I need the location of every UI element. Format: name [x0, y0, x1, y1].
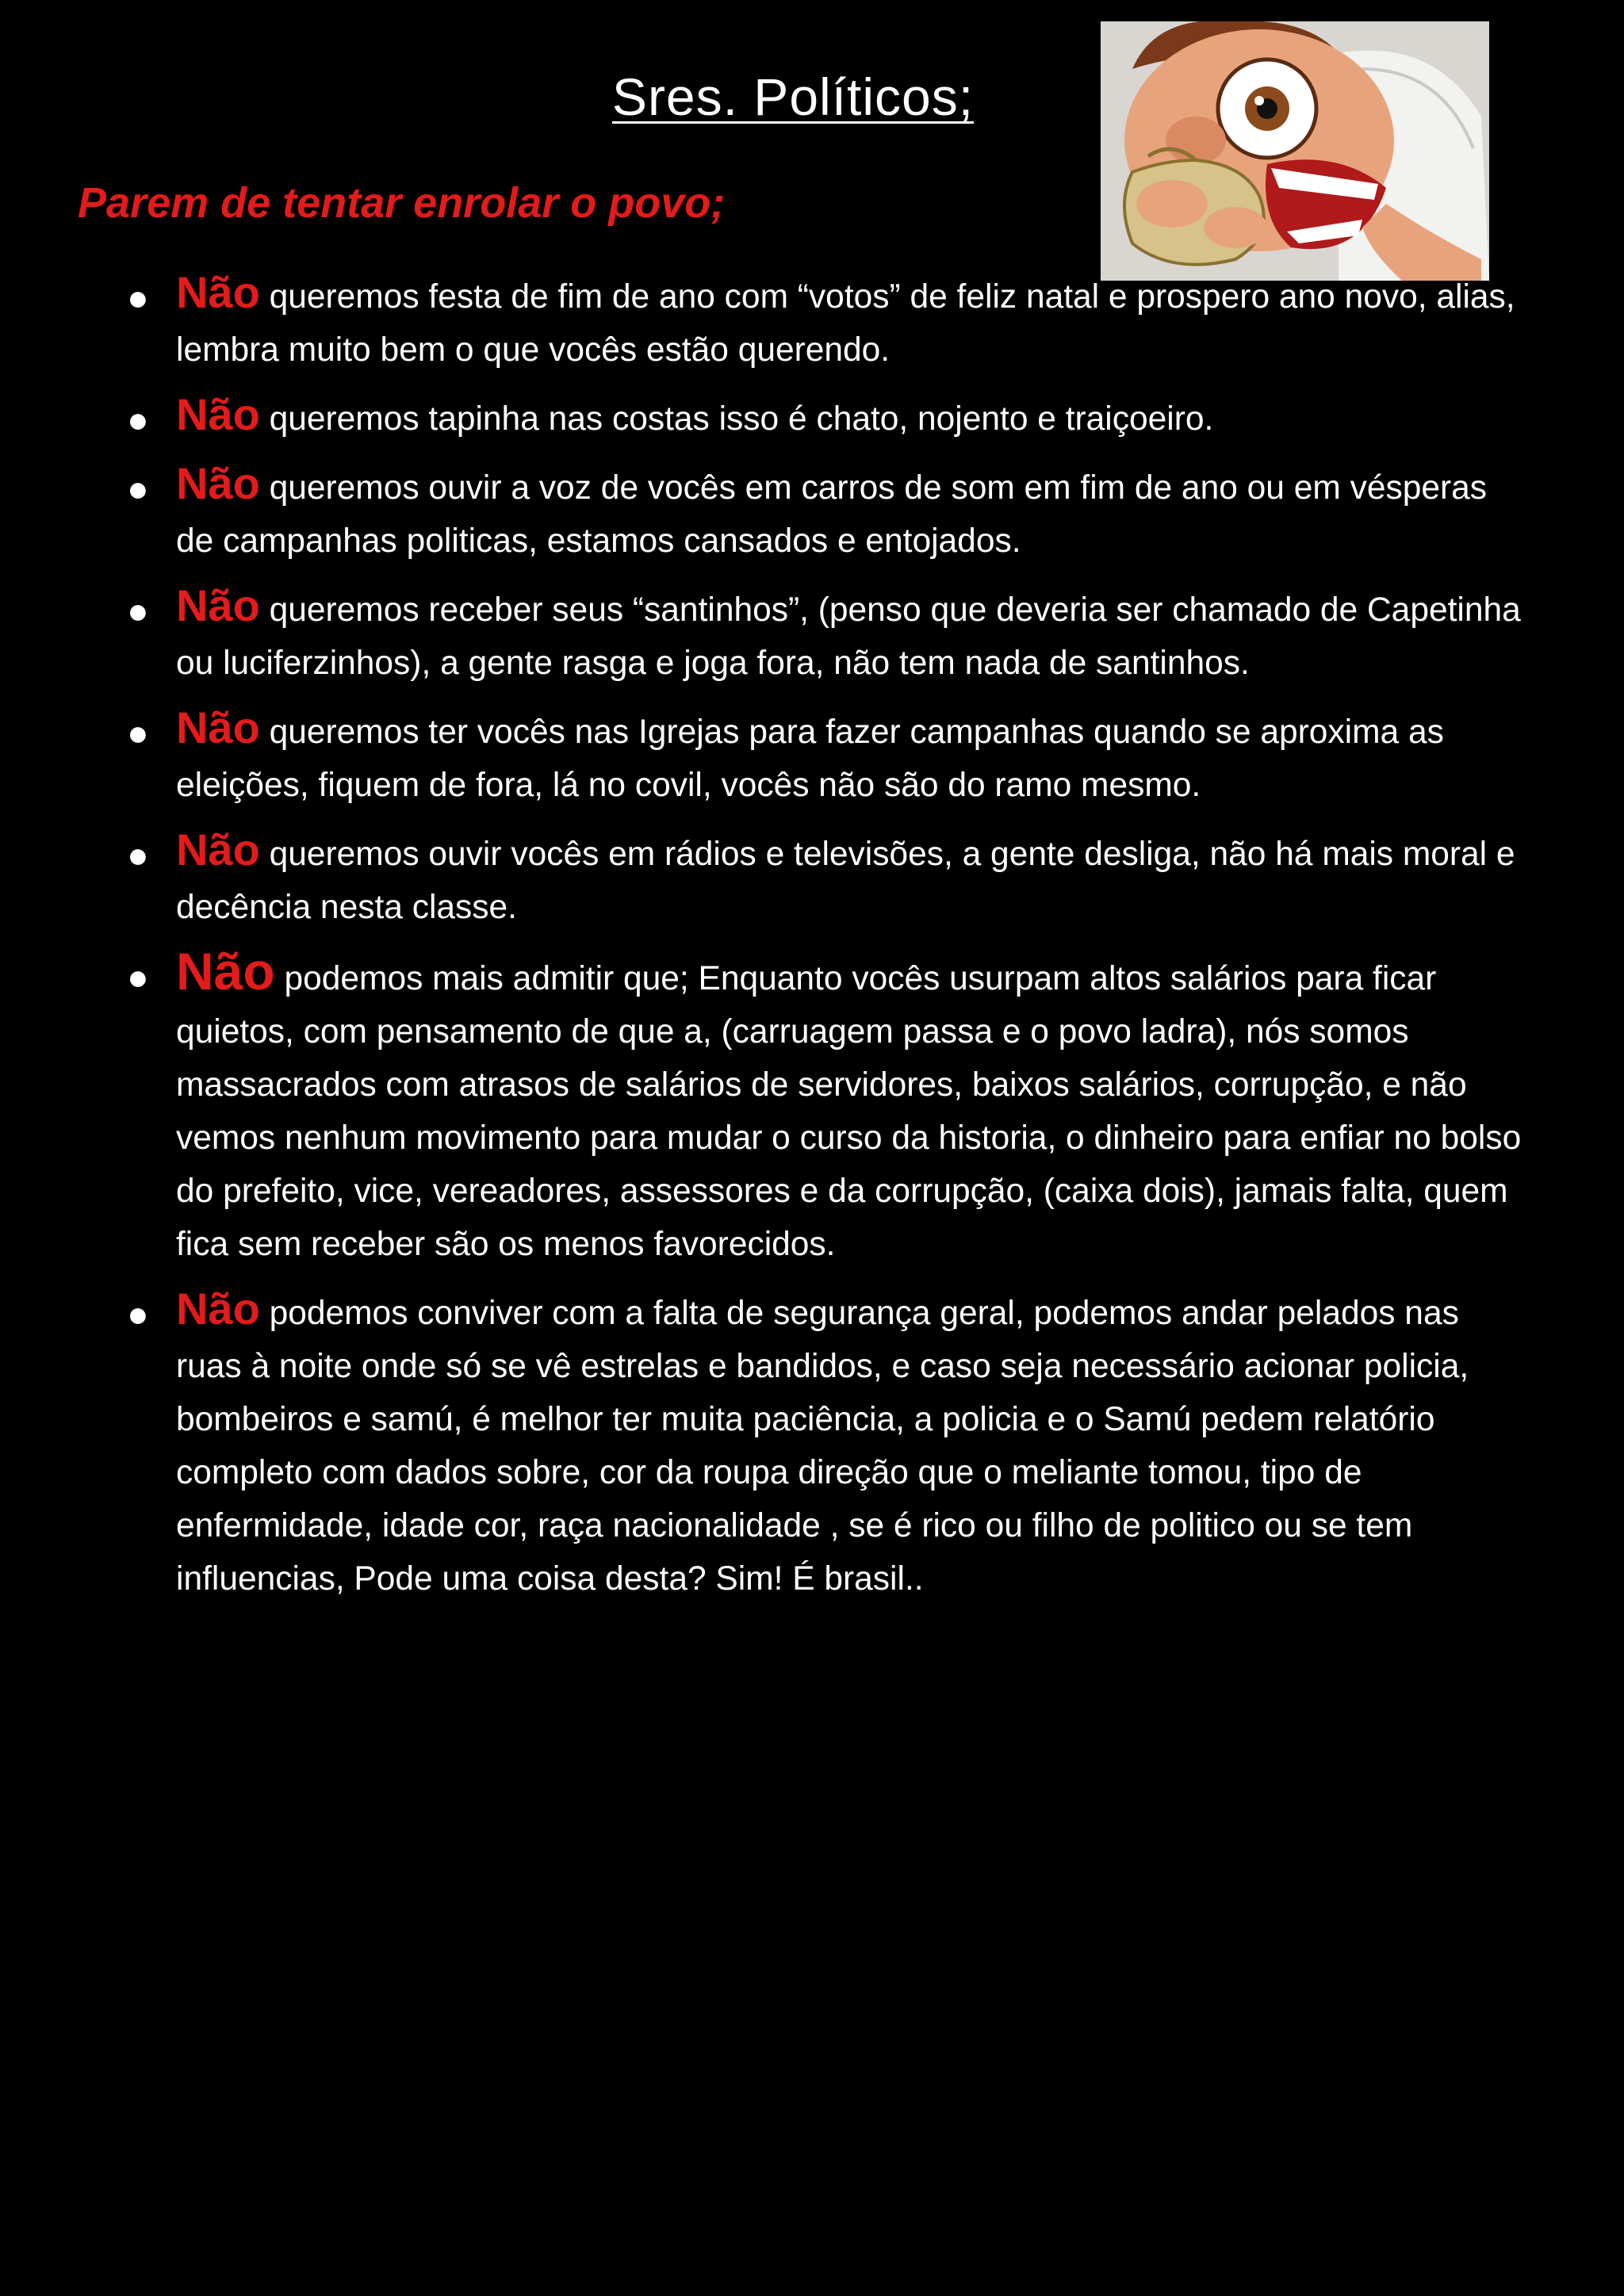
list-item-text: podemos mais admitir que; Enquanto vocês usurpam altos salários para ficar quietos, com pensamento de que a, (carruagem passa e o povo ladra), nós somos massacrados com atrasos de salários de servidores, baixos salários, corrupção, e não vemos nenhum movimento para mudar o curso da historia, o dinheiro para enfiar no bolso do prefeito, vice, vereadores, assessores e da corrupção, (caixa dois), jamais falta, quem fica sem receber são os menos favorecidos. — [176, 960, 1522, 1263]
list-item-lead: Não — [176, 458, 260, 508]
list-item-lead: Não — [176, 267, 260, 317]
list-item-lead: Não — [176, 389, 260, 439]
list-item-text: queremos tapinha nas costas isso é chato, nojento e traiçoeiro. — [259, 400, 1214, 438]
list-item-text: queremos receber seus “santinhos”, (penso que deveria ser chamado de Capetinha ou luciferzinhos), a gente rasga e joga fora, não tem nada de santinhos. — [176, 591, 1521, 682]
list-item — [0, 579, 1586, 690]
bullet-icon: ● — [127, 590, 149, 631]
angry-man-money-bag-illustration — [1101, 21, 1489, 281]
list-item — [0, 457, 1586, 568]
list-item — [0, 388, 1586, 446]
list-item — [0, 701, 1586, 812]
list-item — [0, 1282, 1586, 1605]
subtitle: Parem de tentar enrolar o povo; — [78, 179, 726, 227]
list-item-lead: Não — [176, 825, 260, 874]
list-item-text: podemos conviver com a falta de segurança geral, podemos andar pelados nas ruas à noite onde só se vê estrelas e bandidos, e caso seja necessário acionar policia, bombeiros e samú, é melhor ter muita paciência, a policia e o Samú pedem relatório completo com dados sobre, cor da roupa direção que o meliante tomou, tipo de enfermidade, idade cor, raça nacionalidade , se é rico ou filho de politico ou se tem influencias, Pode uma coisa desta? Sim! É brasil.. — [176, 1295, 1469, 1598]
list-item-lead: Não — [176, 702, 260, 752]
list-item-text: queremos ter vocês nas Igrejas para fazer campanhas quando se aproxima as eleições, fiquem de fora, lá no covil, vocês não são do ramo mesmo. — [176, 714, 1444, 804]
bullet-icon: ● — [127, 712, 149, 753]
list-item — [0, 942, 1586, 1271]
list-item-text: queremos ouvir vocês em rádios e televisões, a gente desliga, não há mais moral e decência nesta classe. — [176, 836, 1515, 926]
bullet-icon: ● — [127, 1293, 149, 1334]
list-item — [0, 266, 1586, 377]
list-item-lead: Não — [176, 580, 260, 630]
bullet-icon: ● — [127, 468, 149, 509]
bullet-icon: ● — [127, 834, 149, 875]
bullet-icon: ● — [127, 277, 149, 318]
list-item-text: queremos ouvir a voz de vocês em carros de som em fim de ano ou em vésperas de campanhas politicas, estamos cansados e entojados. — [176, 469, 1488, 560]
bullet-icon: ● — [127, 956, 149, 997]
page-title: Sres. Políticos; — [611, 67, 975, 126]
complaint-list — [0, 266, 1586, 1617]
list-item-text: queremos festa de fim de ano com “votos” de feliz natal e prospero ano novo, alias, lembra muito bem o que vocês estão querendo. — [176, 278, 1515, 369]
list-item-lead: Não — [176, 1284, 260, 1334]
list-item-lead: Não — [176, 942, 275, 1001]
bullet-icon: ● — [127, 399, 149, 440]
list-item — [0, 823, 1586, 934]
